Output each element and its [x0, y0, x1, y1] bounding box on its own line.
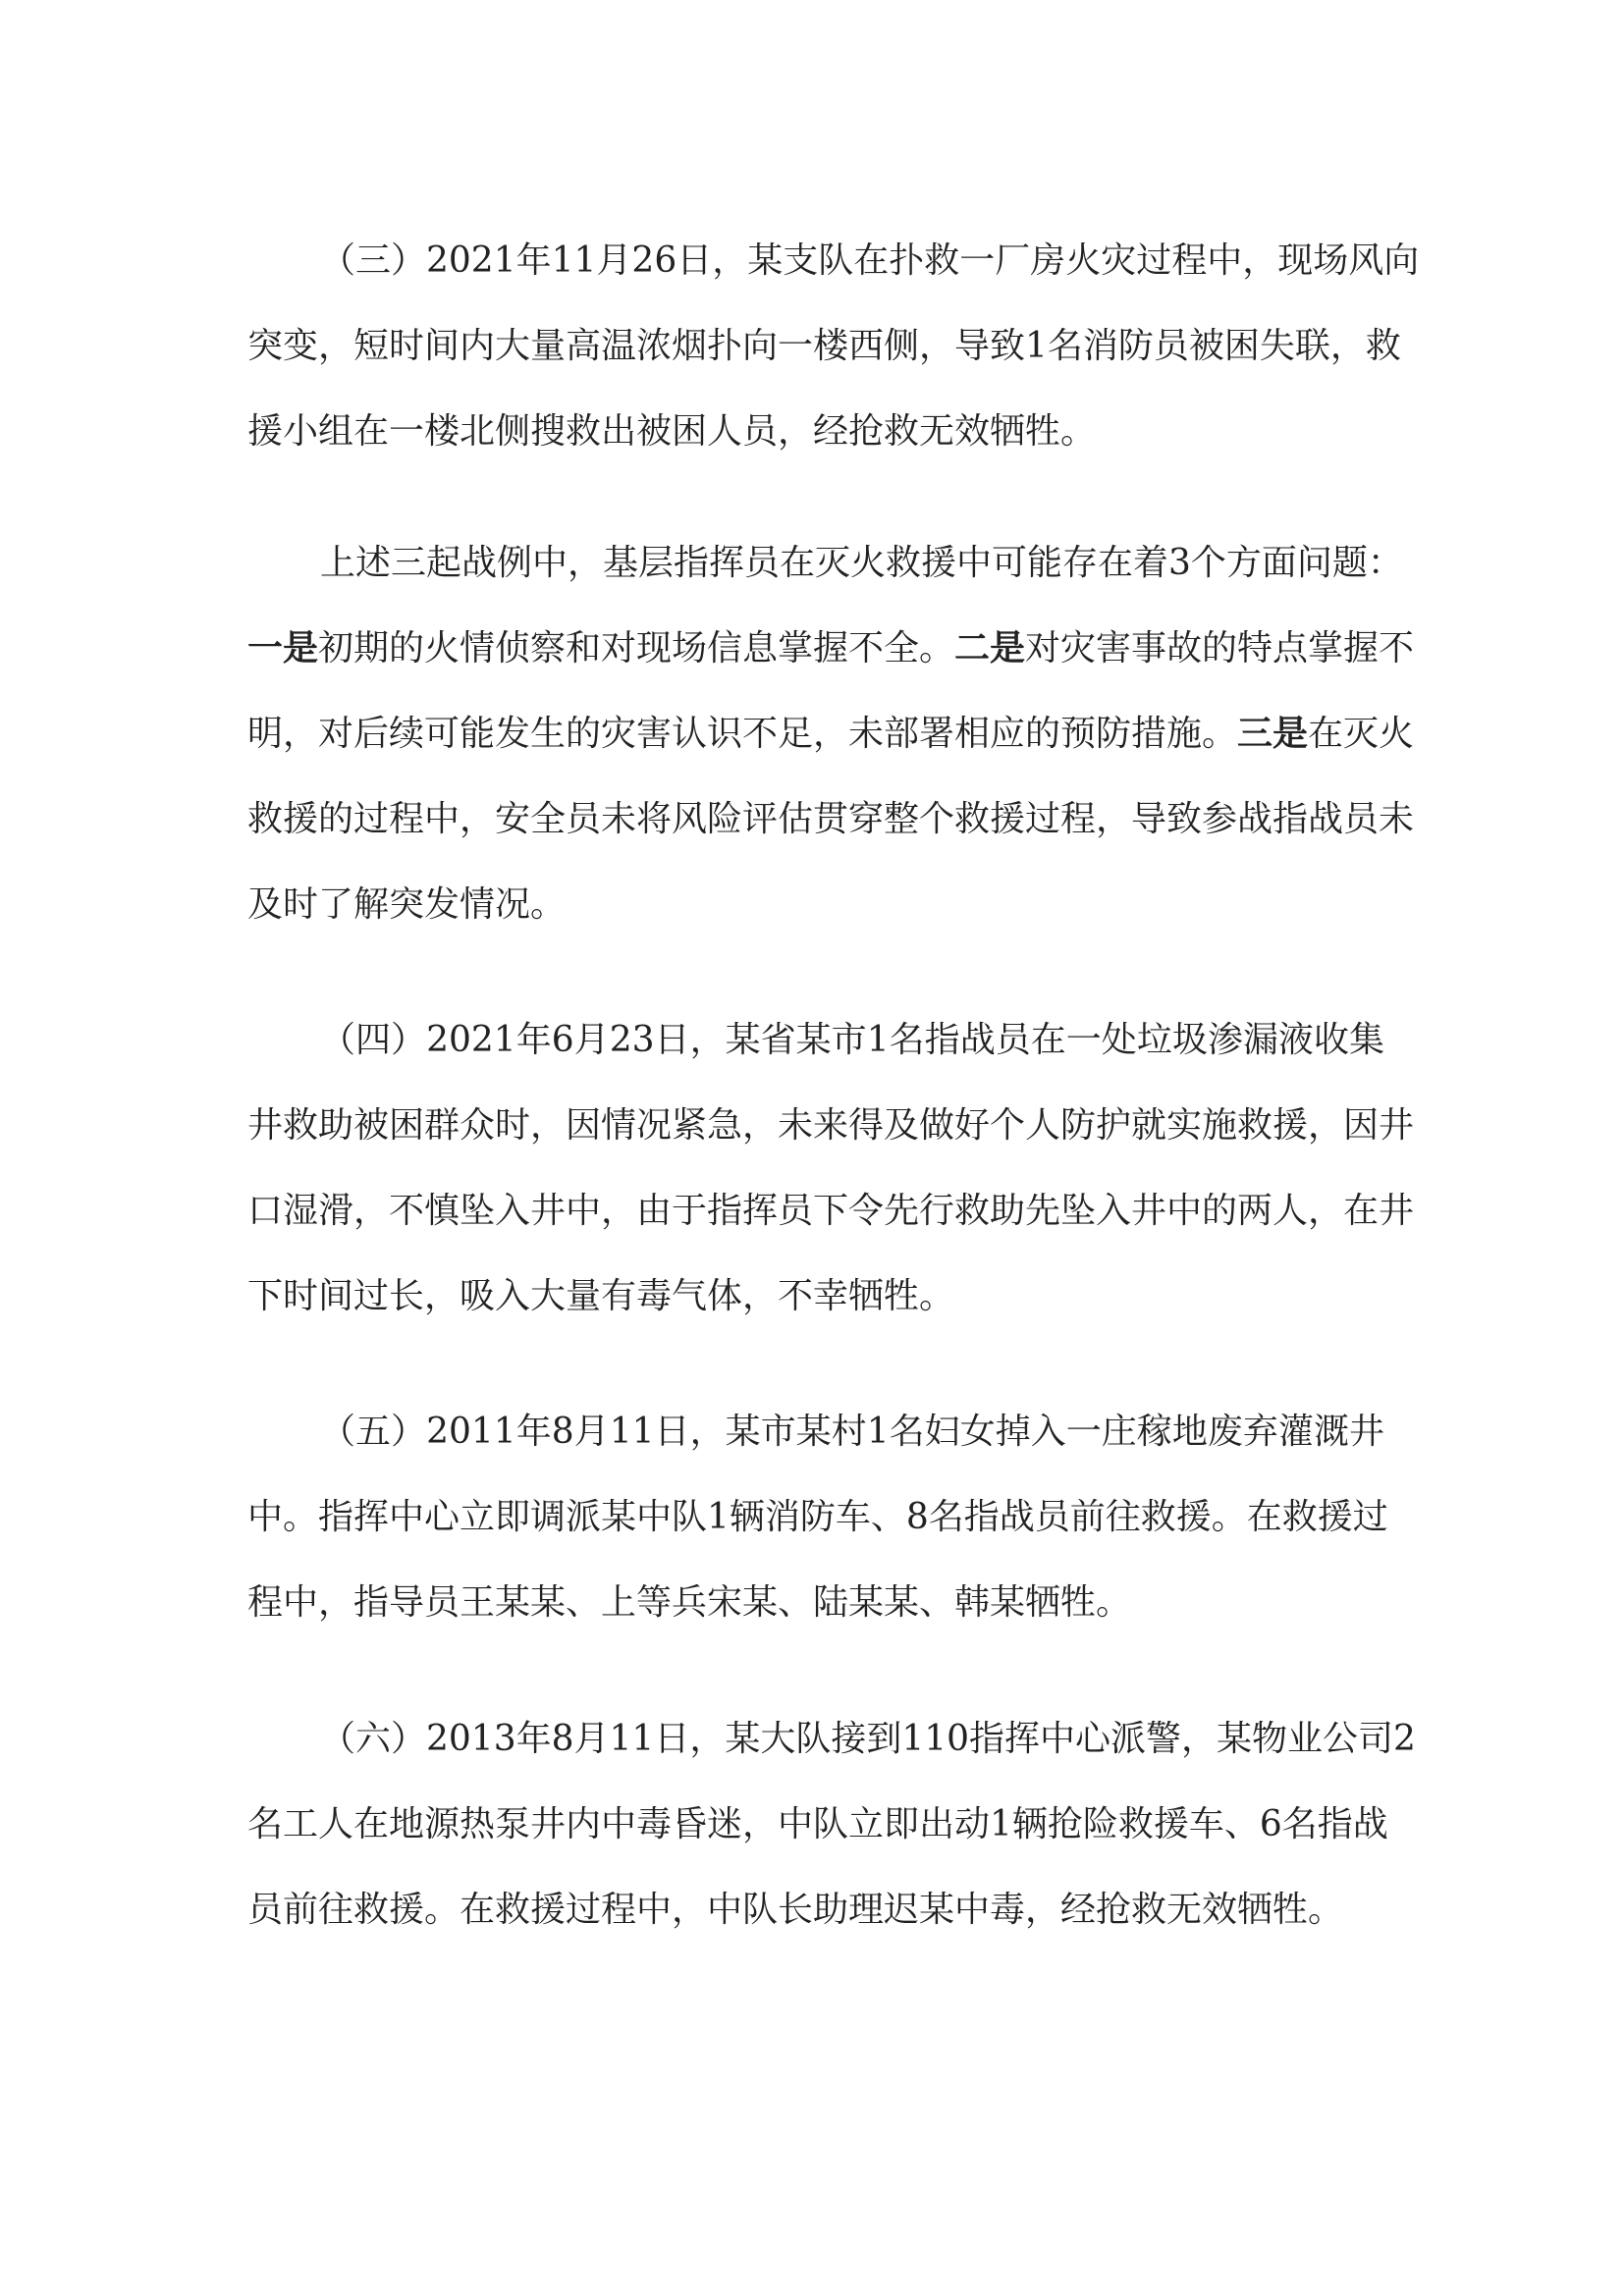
text-run: 上述三起战例中，基层指挥员在灭火救援中可能存在着3个方面问题：: [320, 543, 1403, 583]
text-run: 下时间过长，吸入大量有毒气体，不幸牺牲。: [247, 1276, 955, 1316]
text-run: 救援的过程中，安全员未将风险评估贯穿整个救援过程，导致参战指战员未: [247, 799, 1415, 839]
text-line: [247, 303, 1401, 389]
paragraph-case-3: [247, 218, 1420, 474]
text-line: [247, 1782, 1388, 1867]
text-run: （五）2011年8月11日，某市某村1名妇女掉入一庄稼地废弃灌溉井: [320, 1412, 1384, 1452]
text-line: [247, 1083, 1415, 1168]
text-run: 突变，短时间内大量高温浓烟扑向一楼西侧，导致1名消防员被困失联，救: [247, 326, 1401, 366]
text-line: [247, 862, 1384, 947]
text-run: 井救助被困群众时，因情况紧急，未来得及做好个人防护就实施救援，因井: [247, 1105, 1415, 1146]
bold-text-run: 二是: [954, 628, 1026, 668]
text-run: 程中，指导员王某某、上等兵宋某、陆某某、韩某牺牲。: [247, 1582, 1132, 1623]
text-run: 中。指挥中心立即调派某中队1辆消防车、8名指战员前往救援。在救援过: [247, 1497, 1388, 1537]
text-run: （六）2013年8月11日，某大队接到110指挥中心派警，某物业公司2: [320, 1719, 1416, 1759]
text-run: 员前往救援。在救援过程中，中队长助理迟某中毒，经抢救无效牺牲。: [247, 1890, 1344, 1930]
text-run: 名工人在地源热泵井内中毒昏迷，中队立即出动1辆抢险救援车、6名指战: [247, 1804, 1388, 1844]
text-run: 初期的火情侦察和对现场信息掌握不全。: [318, 628, 955, 668]
paragraph-case-6: [247, 1696, 1416, 1952]
paragraph-case-5: [247, 1389, 1388, 1645]
text-line: [247, 389, 1384, 474]
text-line: [247, 691, 1415, 776]
text-run: （四）2021年6月23日，某省某市1名指战员在一处垃圾渗漏液收集: [320, 1020, 1384, 1060]
text-line: [247, 1560, 1384, 1645]
text-line: [247, 218, 1420, 303]
text-line: [247, 520, 1403, 606]
text-line: [247, 1696, 1416, 1782]
text-line: [247, 997, 1384, 1083]
paragraph-summary: [247, 520, 1415, 947]
text-line: [247, 1474, 1388, 1560]
text-run: 援小组在一楼北侧搜救出被困人员，经抢救无效牺牲。: [247, 411, 1097, 452]
text-run: （三）2021年11月26日，某支队在扑救一厂房火灾过程中，现场风向: [320, 240, 1420, 281]
text-line: [247, 1867, 1384, 1952]
text-line: [247, 1389, 1384, 1474]
text-run: 及时了解突发情况。: [247, 884, 567, 925]
text-run: 在灭火: [1308, 714, 1415, 754]
text-run: 对灾害事故的特点掌握不: [1025, 628, 1415, 668]
bold-text-run: 三是: [1237, 714, 1309, 754]
paragraph-case-4: [247, 997, 1415, 1339]
text-line: [247, 776, 1415, 862]
text-run: 口湿滑，不慎坠入井中，由于指挥员下令先行救助先坠入井中的两人，在井: [247, 1191, 1415, 1231]
bold-text-run: 一是: [247, 628, 319, 668]
text-line: [247, 1254, 1384, 1339]
text-run: 明，对后续可能发生的灾害认识不足，未部署相应的预防措施。: [247, 714, 1238, 754]
text-line: [247, 606, 1415, 691]
text-line: [247, 1168, 1415, 1254]
